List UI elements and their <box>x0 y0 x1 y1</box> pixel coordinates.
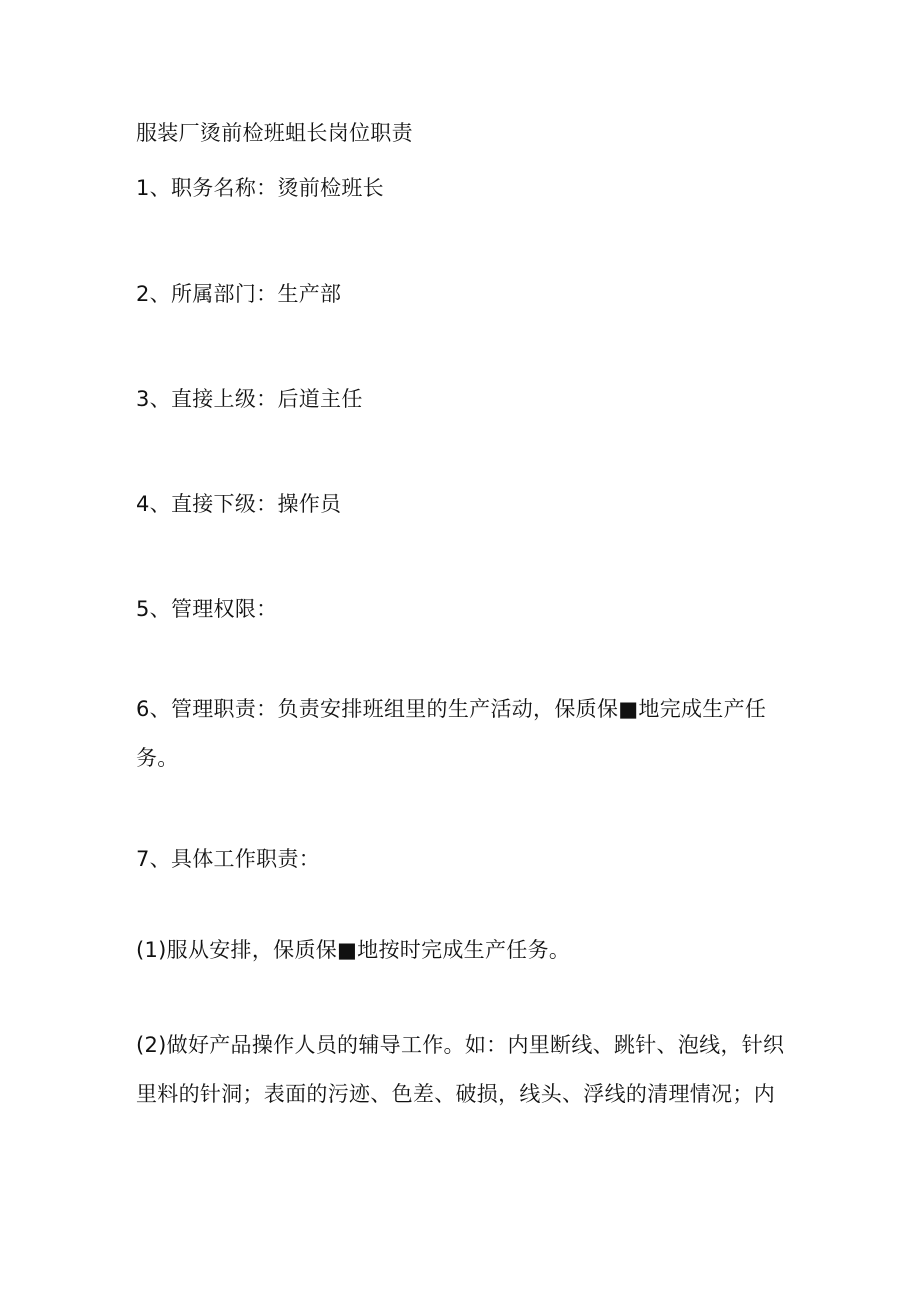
item-direct-subordinate: 4、直接下级：操作员 <box>136 492 342 516</box>
item-direct-superior: 3、直接上级：后道主任 <box>136 387 363 411</box>
item-department: 2、所属部门：生产部 <box>136 282 342 306</box>
duty-2-line2: 里料的针洞；表面的污迹、色差、破损，线头、浮线的清理情况；内 <box>136 1082 775 1106</box>
item-management-duties-line2: 务。 <box>136 746 179 770</box>
duty-2-line1: (2)做好产品操作人员的辅导工作。如：内里断线、跳针、泡线，针织 <box>136 1033 785 1057</box>
item-job-title: 1、职务名称：烫前检班长 <box>136 176 384 200</box>
duty-1: (1)服从安排，保质保■地按时完成生产任务。 <box>136 938 571 962</box>
item-management-authority: 5、管理权限： <box>136 597 278 621</box>
document-title: 服装厂烫前检班蛆长岗位职责 <box>136 121 413 145</box>
item-management-duties-line1: 6、管理职责：负责安排班组里的生产活动，保质保■地完成生产任 <box>136 697 767 721</box>
item-specific-duties: 7、具体工作职责： <box>136 847 321 871</box>
